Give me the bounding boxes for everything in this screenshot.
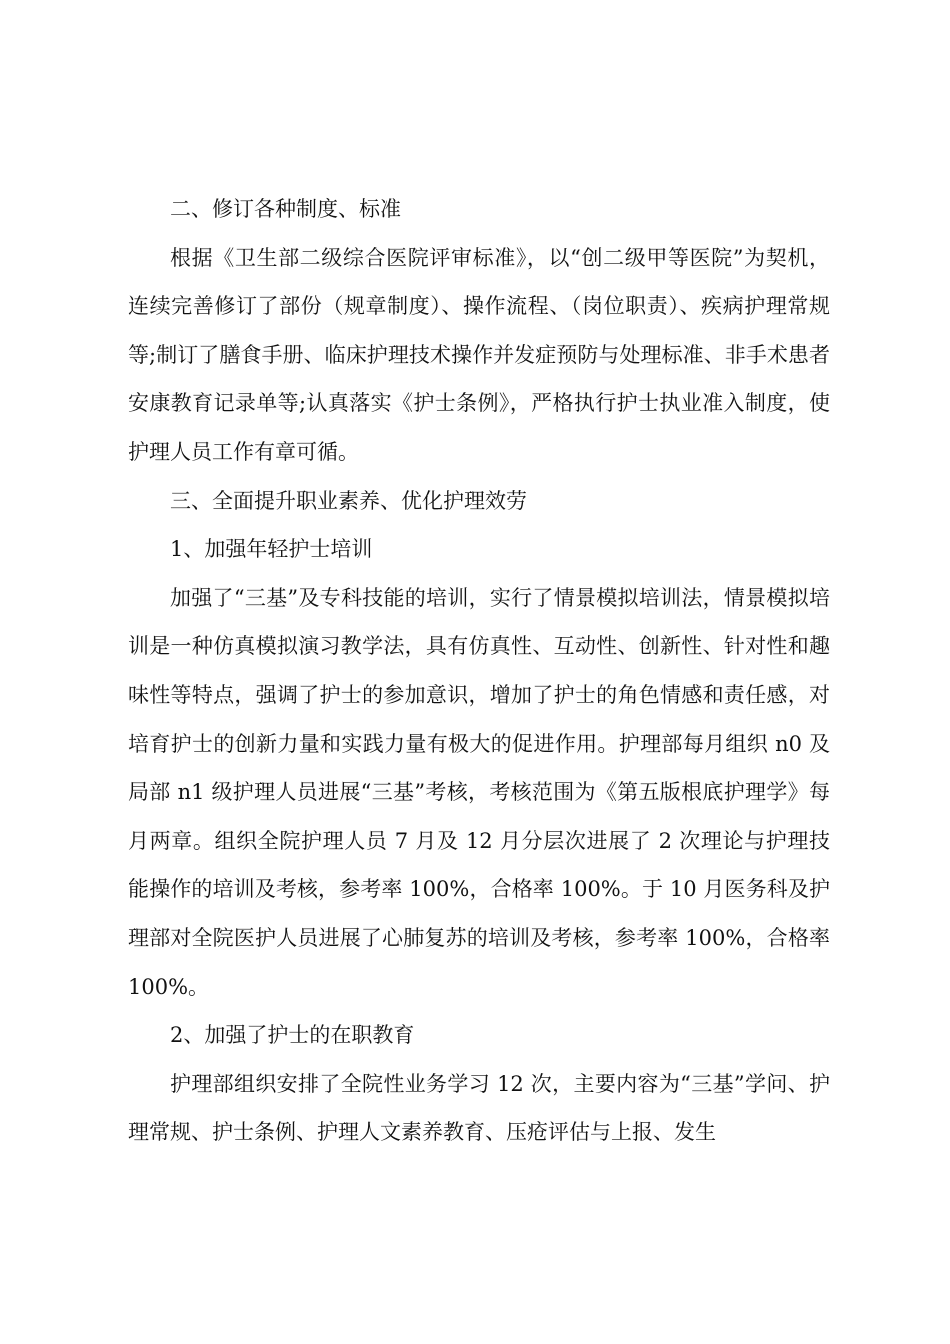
body-paragraph-education: 护理部组织安排了全院性业务学习 12 次，主要内容为“三基”学问、护理常规、护士条例、护理人文素养教育、压疮评估与上报、发生 bbox=[128, 1071, 830, 1145]
subsection-heading-2: 2、加强了护士的在职教育 bbox=[170, 1023, 415, 1048]
body-paragraph-standards: 根据《卫生部二级综合医院评审标准》，以“创二级甲等医院”为契机，连续完善修订了部份（规章制度）、操作流程、（岗位职责）、疾病护理常规等;制订了膳食手册、临床护理技术操作并发症预防与处理标准、非手术患者安康教育记录单等;认真落实《护士条例》，严格执行护士执业准入制度，使护理人员工作有章可循。 bbox=[128, 245, 830, 464]
document-body bbox=[128, 185, 830, 1157]
section-heading-3: 三、全面提升职业素养、优化护理效劳 bbox=[170, 488, 527, 513]
section-heading-2: 二、修订各种制度、标准 bbox=[170, 197, 401, 221]
body-paragraph-training: 加强了“三基”及专科技能的培训，实行了情景模拟培训法，情景模拟培训是一种仿真模拟演习教学法，具有仿真性、互动性、创新性、针对性和趣味性等特点，强调了护士的参加意识，增加了护士的角色情感和责任感，对培育护士的创新力量和实践力量有极大的促进作用。护理部每月组织 n0 及局部 n1 级护理人员进展“三基”考核，考核范围为《第五版根底护理学》每月两章。组织全院护理人员 7 月及 12 月分层次进展了 2 次理论与护理技能操作的培训及考核，参考率 100%，合格率 100%。于 10 月医务科及护理部对全院医护人员进展了心肺复苏的培训及考核，参考率 100%，合格率 100%。 bbox=[128, 585, 830, 999]
subsection-heading-1: 1、加强年轻护士培训 bbox=[170, 537, 373, 562]
